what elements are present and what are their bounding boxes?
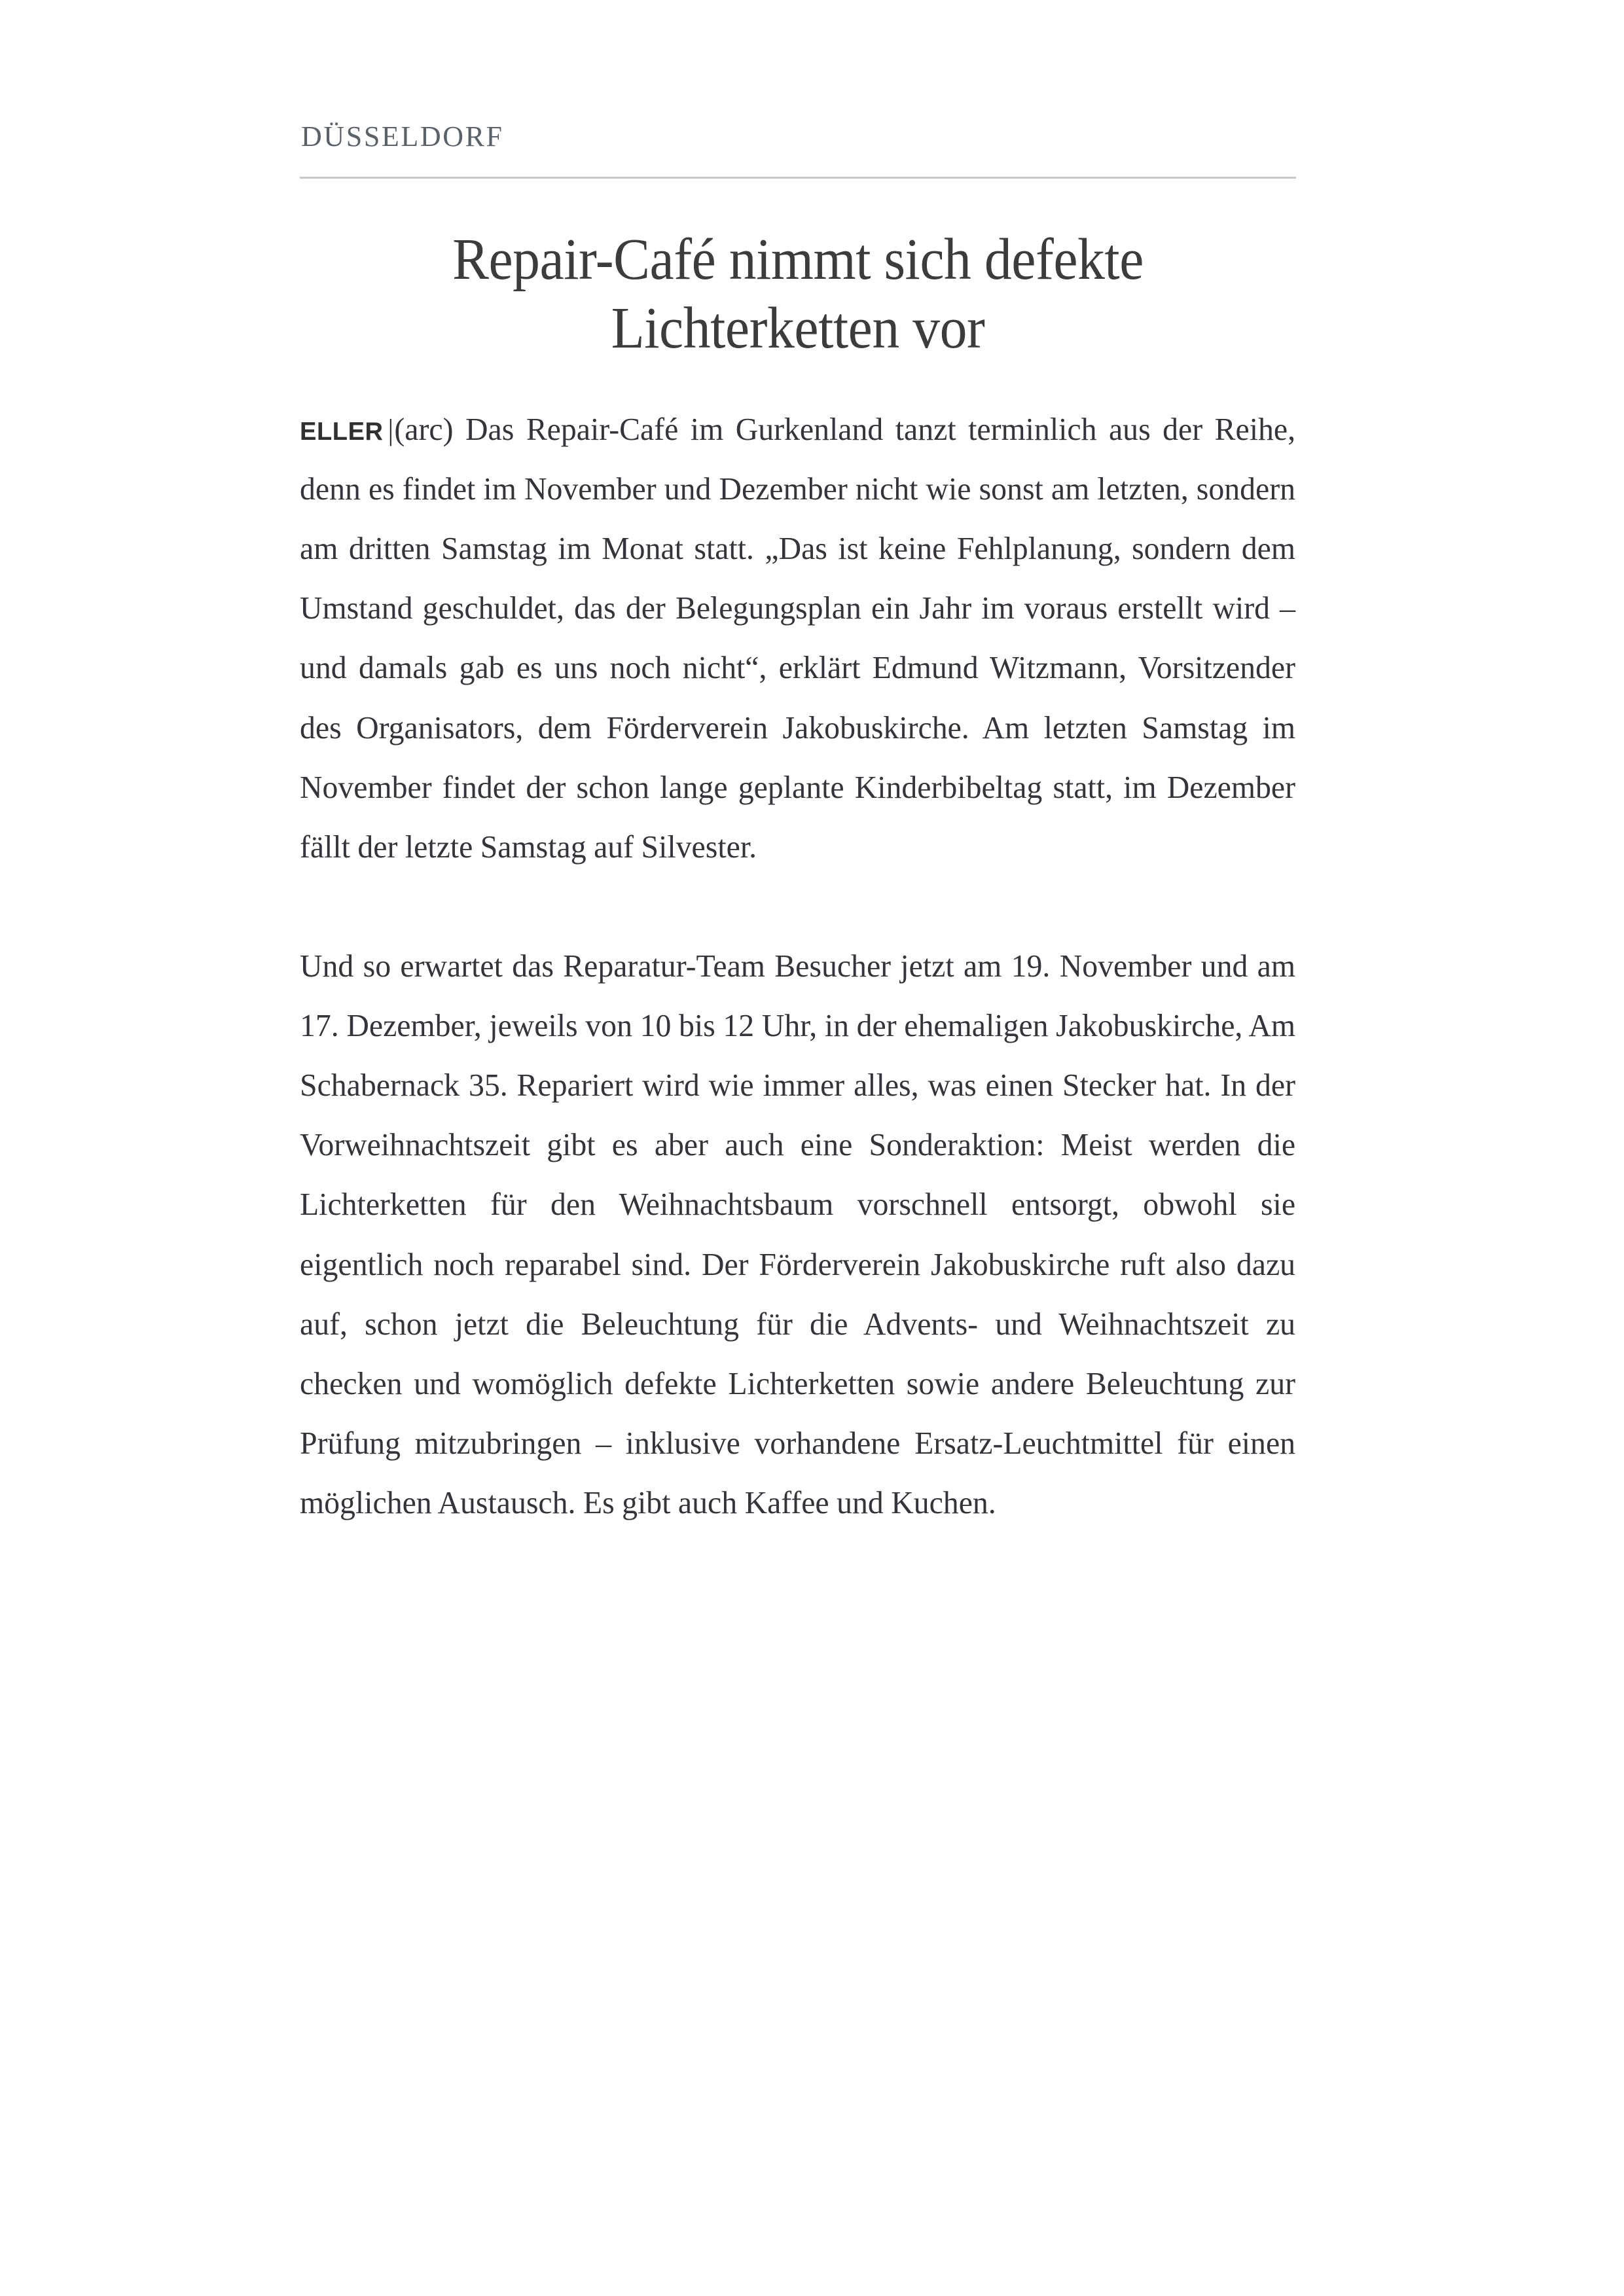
paragraph-text: Und so erwartet das Reparatur-Team Besucher jetzt am 19. November und am 17. Dezember, jeweils von 10 bis 12 Uhr, in der ehemaligen Jakobuskirche, Am Schabernack 35. Repariert wird wie immer alles, was einen Stecker hat. In der Vorweihnachtszeit gibt es aber auch eine Sonderaktion: Meist werden die Lichterketten für den Weihnachtsbaum vorschnell entsorgt, obwohl sie eigentlich noch reparabel sind. Der Förderverein Jakobuskirche ruft also dazu auf, schon jetzt die Beleuchtung für die Advents- und Weihnachtszeit zu checken und womöglich defekte Lichterketten sowie andere Beleuchtung zur Prüfung mitzubringen – inklusive vorhandene Ersatz-Leuchtmittel für einen möglichen Austausch. Es gibt auch Kaffee und Kuchen. [300,947,1296,1521]
kicker-divider [300,177,1296,179]
article-container [300,122,1296,1532]
dateline-separator: | [388,412,394,446]
paragraph-text: Das Repair-Café im Gurkenland tanzt terminlich aus der Reihe, denn es findet im November und Dezember nicht wie sonst am letzten, sondern am dritten Samstag im Monat statt. „Das ist keine Fehlplanung, sondern dem Umstand geschuldet, das der Belegungsplan ein Jahr im voraus erstellt wird – und damals gab es uns noch nicht“, erklärt Edmund Witzmann, Vorsitzender des Organisators, dem Förderverein Jakobuskirche. Am letzten Samstag im November findet der schon lange geplante Kinderbibeltag statt, im Dezember fällt der letzte Samstag auf Silvester. [300,410,1296,865]
headline-line-2: Lichterketten vor [611,295,985,361]
article-paragraph-lead [300,399,1295,876]
section-kicker: DÜSSELDORF [301,120,504,152]
article-paragraph-details [300,936,1295,1532]
dateline-agency: (arc) [394,410,454,447]
article-body [300,399,1296,1532]
headline-line-1: Repair-Café nimmt sich defekte [452,227,1144,293]
dateline-location: ELLER [300,417,384,446]
page-title [334,184,1261,363]
